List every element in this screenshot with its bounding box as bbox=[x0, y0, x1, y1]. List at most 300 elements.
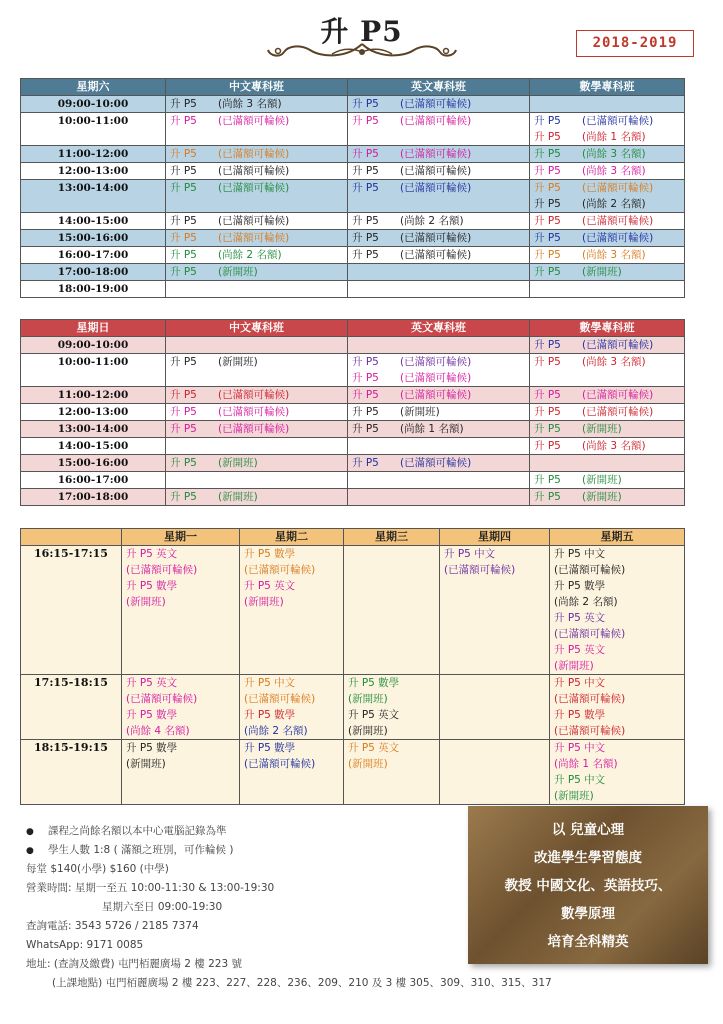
class-grade: 升 P5 bbox=[534, 148, 561, 160]
time-cell: 09:00-10:00 bbox=[21, 337, 166, 354]
class-status: (已滿額可輪候) bbox=[400, 98, 472, 110]
class-status: (已滿額可輪候) bbox=[218, 423, 290, 435]
class-entry bbox=[352, 180, 525, 196]
class-grade: 升 P5 bbox=[170, 389, 197, 401]
class-entry bbox=[534, 230, 680, 246]
class-entry bbox=[534, 438, 680, 454]
column-header: 星期一 bbox=[122, 529, 240, 546]
promo-line: 改進學生學習態度 bbox=[534, 850, 642, 866]
page-title: 升 P5 bbox=[320, 15, 403, 48]
class-cell-math bbox=[530, 337, 685, 354]
class-status: (新開班) bbox=[218, 491, 258, 503]
class-line: (新開班) bbox=[126, 758, 166, 770]
time-cell: 10:00-11:00 bbox=[21, 354, 166, 387]
class-grade: 升 P5 bbox=[534, 215, 561, 227]
class-cell-en bbox=[348, 489, 530, 506]
class-entry bbox=[170, 387, 343, 403]
class-cell-en bbox=[348, 472, 530, 489]
class-grade: 升 P5 bbox=[352, 115, 379, 127]
fee-line: 每堂 $140(小學) $160 (中學) bbox=[26, 863, 169, 875]
class-entry bbox=[352, 370, 525, 386]
class-cell-math bbox=[530, 354, 685, 387]
class-status: (已滿額可輪候) bbox=[582, 339, 654, 351]
class-status: (已滿額可輪候) bbox=[400, 148, 472, 160]
class-status: (已滿額可輪候) bbox=[582, 115, 654, 127]
class-line: (已滿額可輪候) bbox=[554, 693, 626, 705]
class-cell-cn bbox=[166, 163, 348, 180]
class-cell-en bbox=[348, 438, 530, 455]
class-grade: 升 P5 bbox=[534, 339, 561, 351]
class-cell-en bbox=[348, 213, 530, 230]
class-line: 升 P5 數學 bbox=[126, 742, 178, 754]
venue-line: (上課地點) 屯門栢麗廣場 2 樓 223、227、228、236、209、210 及 3 樓 305、309、310、315、317 bbox=[52, 977, 552, 989]
time-cell: 18:00-19:00 bbox=[21, 281, 166, 298]
class-status: (已滿額可輪候) bbox=[400, 232, 472, 244]
column-header: 星期六 bbox=[21, 79, 166, 96]
time-cell: 16:15-17:15 bbox=[21, 546, 122, 675]
class-cell-cn bbox=[166, 96, 348, 113]
decorative-flourish bbox=[262, 40, 462, 62]
class-entry bbox=[170, 404, 343, 420]
class-cell-cn bbox=[166, 455, 348, 472]
class-entry bbox=[534, 180, 680, 196]
class-status: (尚餘 3 名額) bbox=[218, 98, 282, 110]
notes-section bbox=[26, 822, 552, 993]
bullet-icon: ● bbox=[26, 846, 34, 856]
class-entry bbox=[170, 113, 343, 129]
class-grade: 升 P5 bbox=[534, 198, 561, 210]
time-cell: 17:00-18:00 bbox=[21, 489, 166, 506]
class-status: (已滿額可輪候) bbox=[400, 389, 472, 401]
class-cell-en bbox=[348, 113, 530, 146]
class-line: (已滿額可輪候) bbox=[244, 564, 316, 576]
class-line: (尚餘 2 名額) bbox=[554, 596, 618, 608]
table-row bbox=[21, 281, 685, 298]
class-grade: 升 P5 bbox=[534, 266, 561, 278]
time-cell: 12:00-13:00 bbox=[21, 404, 166, 421]
class-grade: 升 P5 bbox=[534, 249, 561, 261]
column-header: 數學專科班 bbox=[530, 79, 685, 96]
class-line: 升 P5 中文 bbox=[554, 677, 606, 689]
table-row bbox=[21, 740, 685, 805]
class-status: (已滿額可輪候) bbox=[400, 372, 472, 384]
class-cell-en bbox=[348, 421, 530, 438]
class-status: (新開班) bbox=[582, 266, 622, 278]
class-grade: 升 P5 bbox=[352, 372, 379, 384]
class-line: 升 P5 數學 bbox=[126, 580, 178, 592]
class-line: 升 P5 中文 bbox=[244, 677, 296, 689]
time-cell: 14:00-15:00 bbox=[21, 438, 166, 455]
class-entry bbox=[534, 146, 680, 162]
class-cell-math bbox=[530, 247, 685, 264]
class-cell-cn bbox=[166, 354, 348, 387]
class-entry bbox=[170, 455, 343, 471]
class-line: (新開班) bbox=[554, 660, 594, 672]
class-grade: 升 P5 bbox=[352, 406, 379, 418]
table-row bbox=[21, 163, 685, 180]
class-cell-math bbox=[530, 455, 685, 472]
time-cell: 13:00-14:00 bbox=[21, 180, 166, 213]
class-status: (尚餘 1 名額) bbox=[582, 131, 646, 143]
class-status: (已滿額可輪候) bbox=[400, 182, 472, 194]
class-grade: 升 P5 bbox=[534, 474, 561, 486]
time-cell: 12:00-13:00 bbox=[21, 163, 166, 180]
class-entry bbox=[170, 96, 343, 112]
class-entry bbox=[170, 230, 343, 246]
class-grade: 升 P5 bbox=[352, 423, 379, 435]
class-entry bbox=[170, 213, 343, 229]
time-cell: 17:00-18:00 bbox=[21, 264, 166, 281]
class-line: 升 P5 英文 bbox=[348, 742, 400, 754]
class-cell-en bbox=[348, 404, 530, 421]
class-line: 升 P5 中文 bbox=[444, 548, 496, 560]
table-row bbox=[21, 438, 685, 455]
promo-line: 培育全科精英 bbox=[547, 934, 629, 950]
bullet-icon: ● bbox=[26, 827, 34, 837]
table-row bbox=[21, 489, 685, 506]
weekday-class-cell bbox=[122, 546, 240, 675]
class-cell-en bbox=[348, 96, 530, 113]
class-cell-math bbox=[530, 387, 685, 404]
weekday-class-cell bbox=[344, 740, 440, 805]
promo-line: 以 兒童心理 bbox=[551, 822, 625, 838]
class-line: (新開班) bbox=[126, 596, 166, 608]
class-status: (尚餘 3 名額) bbox=[582, 356, 646, 368]
class-status: (已滿額可輪候) bbox=[400, 249, 472, 261]
class-entry bbox=[534, 387, 680, 403]
class-status: (已滿額可輪候) bbox=[218, 232, 290, 244]
class-cell-en bbox=[348, 247, 530, 264]
class-grade: 升 P5 bbox=[352, 148, 379, 160]
weekday-class-cell bbox=[240, 740, 344, 805]
class-line: (已滿額可輪候) bbox=[126, 564, 198, 576]
year-badge: 2018-2019 bbox=[576, 30, 694, 57]
class-grade: 升 P5 bbox=[534, 491, 561, 503]
class-entry bbox=[352, 96, 525, 112]
class-status: (尚餘 3 名額) bbox=[582, 165, 646, 177]
class-grade: 升 P5 bbox=[534, 115, 561, 127]
class-grade: 升 P5 bbox=[170, 457, 197, 469]
column-header: 英文專科班 bbox=[348, 320, 530, 337]
class-status: (尚餘 3 名額) bbox=[582, 148, 646, 160]
class-cell-math bbox=[530, 281, 685, 298]
class-cell-en bbox=[348, 455, 530, 472]
class-cell-cn bbox=[166, 230, 348, 247]
class-line: (已滿額可輪候) bbox=[554, 564, 626, 576]
table-row bbox=[21, 247, 685, 264]
class-line: (已滿額可輪候) bbox=[444, 564, 516, 576]
class-cell-cn bbox=[166, 213, 348, 230]
table-row bbox=[21, 546, 685, 675]
table-row bbox=[21, 180, 685, 213]
class-line: (新開班) bbox=[348, 758, 388, 770]
class-status: (已滿額可輪候) bbox=[218, 148, 290, 160]
time-cell: 15:00-16:00 bbox=[21, 455, 166, 472]
promo-line: 教授 中國文化、英語技巧、 bbox=[504, 878, 672, 894]
class-cell-cn bbox=[166, 472, 348, 489]
class-cell-en bbox=[348, 264, 530, 281]
class-status: (已滿額可輪候) bbox=[400, 356, 472, 368]
class-grade: 升 P5 bbox=[170, 266, 197, 278]
class-grade: 升 P5 bbox=[170, 115, 197, 127]
class-entry bbox=[170, 489, 343, 505]
class-grade: 升 P5 bbox=[534, 356, 561, 368]
class-grade: 升 P5 bbox=[352, 457, 379, 469]
class-entry bbox=[170, 354, 343, 370]
class-grade: 升 P5 bbox=[170, 148, 197, 160]
weekday-class-cell bbox=[550, 740, 685, 805]
weekday-class-cell bbox=[122, 675, 240, 740]
class-status: (新開班) bbox=[582, 423, 622, 435]
table-row bbox=[21, 404, 685, 421]
class-status: (已滿額可輪候) bbox=[218, 165, 290, 177]
time-cell: 14:00-15:00 bbox=[21, 213, 166, 230]
class-status: (尚餘 3 名額) bbox=[582, 249, 646, 261]
class-entry bbox=[352, 455, 525, 471]
class-grade: 升 P5 bbox=[352, 249, 379, 261]
class-grade: 升 P5 bbox=[170, 491, 197, 503]
class-entry bbox=[352, 421, 525, 437]
class-entry bbox=[352, 354, 525, 370]
time-cell: 10:00-11:00 bbox=[21, 113, 166, 146]
class-status: (尚餘 2 名額) bbox=[400, 215, 464, 227]
class-grade: 升 P5 bbox=[352, 165, 379, 177]
class-status: (已滿額可輪候) bbox=[218, 406, 290, 418]
weekday-class-cell bbox=[550, 546, 685, 675]
class-entry bbox=[352, 113, 525, 129]
time-cell: 18:15-19:15 bbox=[21, 740, 122, 805]
class-entry bbox=[352, 404, 525, 420]
table-row bbox=[21, 337, 685, 354]
class-status: (已滿額可輪候) bbox=[400, 115, 472, 127]
class-status: (尚餘 2 名額) bbox=[582, 198, 646, 210]
class-line: 升 P5 數學 bbox=[244, 742, 296, 754]
class-cell-cn bbox=[166, 337, 348, 354]
class-grade: 升 P5 bbox=[352, 98, 379, 110]
class-line: 升 P5 英文 bbox=[348, 709, 400, 721]
class-entry bbox=[170, 180, 343, 196]
note-item: ● 課程之尚餘名額以本中心電腦記錄為準 bbox=[26, 822, 466, 841]
class-grade: 升 P5 bbox=[352, 215, 379, 227]
class-line: 升 P5 英文 bbox=[126, 677, 178, 689]
class-entry bbox=[352, 146, 525, 162]
class-entry bbox=[352, 230, 525, 246]
class-cell-cn bbox=[166, 387, 348, 404]
class-grade: 升 P5 bbox=[534, 389, 561, 401]
weekday-table bbox=[20, 528, 685, 805]
class-status: (尚餘 2 名額) bbox=[218, 249, 282, 261]
class-status: (尚餘 1 名額) bbox=[400, 423, 464, 435]
class-entry bbox=[534, 472, 680, 488]
class-grade: 升 P5 bbox=[170, 232, 197, 244]
class-line: (已滿額可輪候) bbox=[244, 758, 316, 770]
class-line: (尚餘 4 名額) bbox=[126, 725, 190, 737]
table-row bbox=[21, 354, 685, 387]
class-line: 升 P5 英文 bbox=[554, 612, 606, 624]
table-row bbox=[21, 264, 685, 281]
column-header: 星期三 bbox=[344, 529, 440, 546]
weekday-class-cell bbox=[344, 546, 440, 675]
class-entry bbox=[534, 421, 680, 437]
class-status: (已滿額可輪候) bbox=[400, 457, 472, 469]
column-header: 星期五 bbox=[550, 529, 685, 546]
column-header: 星期日 bbox=[21, 320, 166, 337]
time-cell: 16:00-17:00 bbox=[21, 472, 166, 489]
table-row bbox=[21, 472, 685, 489]
class-cell-cn bbox=[166, 180, 348, 213]
table-row bbox=[21, 230, 685, 247]
class-entry bbox=[534, 264, 680, 280]
class-status: (新開班) bbox=[582, 491, 622, 503]
class-grade: 升 P5 bbox=[352, 389, 379, 401]
class-cell-cn bbox=[166, 113, 348, 146]
class-cell-cn bbox=[166, 421, 348, 438]
class-cell-en bbox=[348, 281, 530, 298]
class-status: (尚餘 3 名額) bbox=[582, 440, 646, 452]
column-header: 星期四 bbox=[440, 529, 550, 546]
class-grade: 升 P5 bbox=[534, 423, 561, 435]
class-entry bbox=[534, 129, 680, 145]
sunday-table bbox=[20, 319, 685, 506]
class-line: (已滿額可輪候) bbox=[554, 725, 626, 737]
class-grade: 升 P5 bbox=[170, 356, 197, 368]
class-grade: 升 P5 bbox=[534, 131, 561, 143]
table-row bbox=[21, 213, 685, 230]
class-line: 升 P5 數學 bbox=[554, 580, 606, 592]
class-grade: 升 P5 bbox=[170, 249, 197, 261]
time-cell: 09:00-10:00 bbox=[21, 96, 166, 113]
class-line: 升 P5 數學 bbox=[554, 709, 606, 721]
class-entry bbox=[170, 264, 343, 280]
class-line: (尚餘 2 名額) bbox=[244, 725, 308, 737]
promo-line: 數學原理 bbox=[561, 906, 615, 922]
class-cell-cn bbox=[166, 438, 348, 455]
phone-line: 查詢電話: 3543 5726 / 2185 7374 bbox=[26, 920, 199, 932]
weekday-class-cell bbox=[240, 546, 344, 675]
class-grade: 升 P5 bbox=[170, 423, 197, 435]
class-status: (已滿額可輪候) bbox=[582, 215, 654, 227]
class-entry bbox=[170, 421, 343, 437]
class-cell-cn bbox=[166, 264, 348, 281]
class-status: (新開班) bbox=[400, 406, 440, 418]
class-line: 升 P5 中文 bbox=[554, 548, 606, 560]
address-line: 地址: (查詢及繳費) 屯門栢麗廣場 2 樓 223 號 bbox=[26, 958, 242, 970]
class-grade: 升 P5 bbox=[534, 232, 561, 244]
class-grade: 升 P5 bbox=[352, 356, 379, 368]
class-cell-cn bbox=[166, 404, 348, 421]
class-line: 升 P5 中文 bbox=[554, 774, 606, 786]
time-cell: 13:00-14:00 bbox=[21, 421, 166, 438]
class-entry bbox=[170, 163, 343, 179]
time-cell: 11:00-12:00 bbox=[21, 146, 166, 163]
class-line: 升 P5 英文 bbox=[554, 644, 606, 656]
class-line: (已滿額可輪候) bbox=[126, 693, 198, 705]
class-status: (已滿額可輪候) bbox=[218, 115, 290, 127]
class-entry bbox=[352, 163, 525, 179]
class-status: (新開班) bbox=[218, 356, 258, 368]
class-grade: 升 P5 bbox=[534, 406, 561, 418]
class-cell-en bbox=[348, 387, 530, 404]
time-cell: 15:00-16:00 bbox=[21, 230, 166, 247]
class-status: (已滿額可輪候) bbox=[582, 389, 654, 401]
class-cell-math bbox=[530, 146, 685, 163]
table-row bbox=[21, 113, 685, 146]
time-cell: 16:00-17:00 bbox=[21, 247, 166, 264]
time-cell: 17:15-18:15 bbox=[21, 675, 122, 740]
class-entry bbox=[534, 404, 680, 420]
table-row bbox=[21, 387, 685, 404]
class-line: (新開班) bbox=[348, 693, 388, 705]
class-line: 升 P5 英文 bbox=[126, 548, 178, 560]
class-entry bbox=[170, 146, 343, 162]
class-cell-math bbox=[530, 438, 685, 455]
class-grade: 升 P5 bbox=[534, 165, 561, 177]
table-row bbox=[21, 146, 685, 163]
class-line: 升 P5 數學 bbox=[244, 548, 296, 560]
class-cell-en bbox=[348, 337, 530, 354]
column-header: 中文專科班 bbox=[166, 320, 348, 337]
class-status: (已滿額可輪候) bbox=[582, 182, 654, 194]
weekday-class-cell bbox=[240, 675, 344, 740]
class-entry bbox=[352, 247, 525, 263]
class-line: (新開班) bbox=[554, 790, 594, 802]
class-status: (已滿額可輪候) bbox=[582, 232, 654, 244]
class-entry bbox=[534, 489, 680, 505]
class-cell-cn bbox=[166, 281, 348, 298]
class-cell-math bbox=[530, 421, 685, 438]
class-cell-en bbox=[348, 163, 530, 180]
class-cell-cn bbox=[166, 247, 348, 264]
class-entry bbox=[534, 163, 680, 179]
class-cell-math bbox=[530, 472, 685, 489]
class-status: (新開班) bbox=[218, 266, 258, 278]
class-grade: 升 P5 bbox=[352, 232, 379, 244]
class-grade: 升 P5 bbox=[352, 182, 379, 194]
class-line: 升 P5 數學 bbox=[244, 709, 296, 721]
class-status: (新開班) bbox=[582, 474, 622, 486]
class-line: 升 P5 數學 bbox=[348, 677, 400, 689]
table-row bbox=[21, 675, 685, 740]
weekday-class-cell bbox=[440, 546, 550, 675]
table-row bbox=[21, 96, 685, 113]
class-entry bbox=[534, 196, 680, 212]
class-line: 升 P5 英文 bbox=[244, 580, 296, 592]
weekday-class-cell bbox=[440, 740, 550, 805]
table-row bbox=[21, 421, 685, 438]
class-line: 升 P5 數學 bbox=[126, 709, 178, 721]
class-cell-cn bbox=[166, 146, 348, 163]
class-entry bbox=[170, 247, 343, 263]
class-entry bbox=[534, 247, 680, 263]
class-status: (已滿額可輪候) bbox=[218, 182, 290, 194]
class-status: (新開班) bbox=[218, 457, 258, 469]
class-cell-math bbox=[530, 404, 685, 421]
column-header: 星期二 bbox=[240, 529, 344, 546]
whatsapp-line: WhatsApp: 9171 0085 bbox=[26, 939, 144, 951]
class-status: (已滿額可輪候) bbox=[400, 165, 472, 177]
class-line: 升 P5 中文 bbox=[554, 742, 606, 754]
hours-weekend-line: 星期六至日 09:00-19:30 bbox=[102, 901, 223, 913]
column-header: 中文專科班 bbox=[166, 79, 348, 96]
class-entry bbox=[534, 354, 680, 370]
class-entry bbox=[352, 213, 525, 229]
class-grade: 升 P5 bbox=[170, 98, 197, 110]
time-cell: 11:00-12:00 bbox=[21, 387, 166, 404]
class-line: (已滿額可輪候) bbox=[244, 693, 316, 705]
class-grade: 升 P5 bbox=[170, 406, 197, 418]
class-cell-math bbox=[530, 230, 685, 247]
class-entry bbox=[534, 213, 680, 229]
